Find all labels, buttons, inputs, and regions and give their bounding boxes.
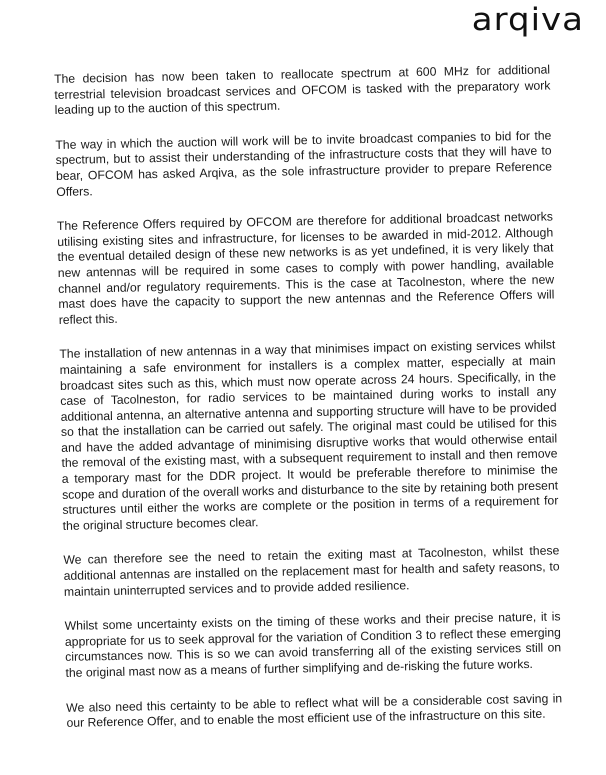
paragraph-spectrum-decision: The decision has now been taken to reallocate spectrum at 600 MHz for additional terrestrial television broadcast services and OFCOM is tasked with the preparatory work leading up to the auction of this spectrum.: [54, 62, 551, 118]
paragraph-auction-process: The way in which the auction will work will be to invite broadcast companies to bid for the spectrum, but to assist their understanding of the infrastructure costs that they will have to bear, OFCOM has asked Arqiva, as the sole infrastructure provider to prepare Reference Offers.: [55, 128, 553, 199]
letter-body: [54, 62, 563, 750]
paragraph-retain-mast: We can therefore see the need to retain the exiting mast at Tacolneston, whilst these additional antennas are installed on the replacement mast for health and safety reasons, to maintain uninterrupted services and to provide added resilience.: [63, 543, 560, 599]
paragraph-reference-offers: The Reference Offers required by OFCOM are therefore for additional broadcast networks utilising existing sites and infrastructure, for licenses to be awarded in mid-2012. Although the eventual detailed design of these new networks is as yet undefined, it is very likely that new antennas will be required in some cases to comply with power handling, available channel and/or regulatory requirements. This is the case at Tacolneston, where the new mast does have the capacity to support the new antennas and the Reference Offers will reflect this.: [56, 209, 555, 327]
paragraph-cost-saving: We also need this certainty to be able to reflect what will be a considerable cost saving in our Reference Offer, and to enable the most efficient use of the infrastructure on this site.: [66, 690, 563, 731]
paragraph-condition-variation: Whilst some uncertainty exists on the timing of these works and their precise nature, it is appropriate for us to seek approval for the variation of Condition 3 to reflect these emerging circumstances now. This is so we can avoid transferring all of the existing services still on the original mast now as a means of further simplifying and de-risking the future works.: [64, 609, 562, 680]
paragraph-antenna-installation: The installation of new antennas in a way that minimises impact on existing services whilst maintaining a safe environment for installers is a complex matter, especially at main broadcast sites such as this, which must now operate across 24 hours. Specifically, in the case of Tacolneston, for radio services to be maintained during works to install any additional antenna, an alternative antenna and supporting structure will have to be provided so that the installation can be carried out safely. The original mast could be utilised for this and have the added advantage of minimising disruptive works that would otherwise entail the removal of the existing mast, with a subsequent requirement to install and then remove a temporary mast for the DDR project. It would be preferable therefore to minimise the scope and duration of the overall works and disturbance to the site by retaining both present structures until either the works are complete or the position in terms of a requirement for the original structure becomes clear.: [59, 337, 559, 533]
arqiva-logo: arqiva: [471, 1, 584, 39]
